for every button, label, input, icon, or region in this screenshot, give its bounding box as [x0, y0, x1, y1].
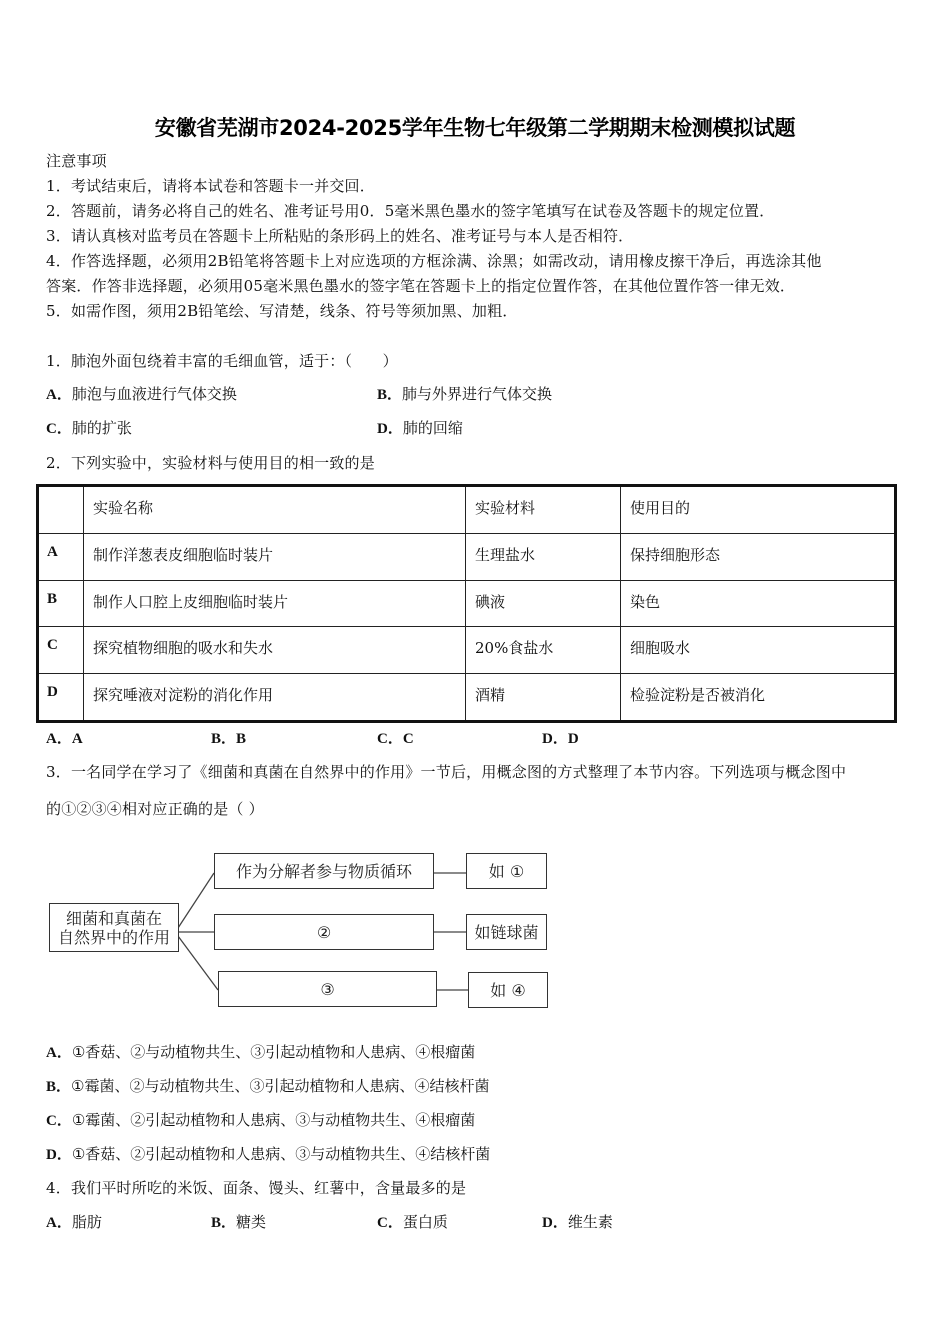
table-cell: 细胞吸水	[621, 627, 896, 674]
option-label: A．	[46, 1045, 72, 1061]
option-text: A	[71, 731, 83, 747]
table-cell: 探究植物细胞的吸水和失水	[84, 627, 466, 674]
question-4-option-a[interactable]	[46, 1212, 102, 1233]
option-label: A．	[46, 731, 72, 747]
table-cell: 检验淀粉是否被消化	[621, 674, 896, 722]
option-text: 糖类	[236, 1213, 267, 1231]
concept-map-example-2: 如链球菌	[466, 914, 547, 950]
option-text: ①霉菌、②与动植物共生、③引起动植物和人患病、④结核杆菌	[71, 1077, 490, 1095]
concept-map-root-line: 细菌和真菌在	[65, 908, 162, 928]
concept-map-branch-3: ③	[218, 971, 437, 1007]
question-4-option-d[interactable]	[542, 1212, 613, 1233]
option-label: D．	[46, 1147, 72, 1163]
option-text: 肺泡与血液进行气体交换	[71, 385, 237, 403]
table-cell: 生理盐水	[466, 533, 621, 580]
table-header-cell: 实验名称	[84, 486, 466, 534]
option-text: ①霉菌、②引起动植物和人患病、③与动植物共生、④根瘤菌	[71, 1111, 476, 1129]
option-text: 脂肪	[71, 1213, 102, 1231]
question-3-option-b[interactable]	[46, 1076, 489, 1097]
option-label: D．	[542, 1215, 568, 1231]
question-2-stem: 2．下列实验中，实验材料与使用目的相一致的是	[46, 454, 375, 472]
concept-map-root	[49, 903, 179, 952]
question-4-option-b[interactable]	[211, 1212, 266, 1233]
table-header-cell: 使用目的	[621, 486, 896, 534]
table-cell: 探究唾液对淀粉的消化作用	[84, 674, 466, 722]
table-cell: 制作人口腔上皮细胞临时装片	[84, 580, 466, 627]
question-3-option-d[interactable]	[46, 1144, 490, 1165]
question-4-stem: 4．我们平时所吃的米饭、面条、馒头、红薯中，含量最多的是	[46, 1179, 467, 1197]
notice-item: 4．作答选择题，必须用2B铅笔将答题卡上对应选项的方框涂满、涂黑；如需改动，请用橡皮擦干净后，再选涂其他	[46, 252, 822, 270]
option-label: B．	[46, 1079, 72, 1095]
option-text: 蛋白质	[402, 1213, 448, 1231]
table-cell: C	[38, 627, 84, 674]
option-label: D．	[542, 731, 568, 747]
notice-item: 2．答题前，请务必将自己的姓名、准考证号用0．5毫米黑色墨水的签字笔填写在试卷及答题卡的规定位置．	[46, 202, 775, 220]
option-label: A．	[46, 1215, 72, 1231]
exam-title: 安徽省芜湖市2024-2025学年生物七年级第二学期期末检测模拟试题	[154, 116, 796, 140]
table-cell: D	[38, 674, 84, 722]
option-label: D．	[377, 421, 403, 437]
option-text: ①香菇、②与动植物共生、③引起动植物和人患病、④根瘤菌	[71, 1043, 476, 1061]
table-cell: 碘液	[466, 580, 621, 627]
option-text: 维生素	[567, 1213, 613, 1231]
option-label: B．	[211, 1215, 237, 1231]
concept-map-example-1: 如 ①	[466, 853, 547, 889]
option-text: C	[402, 731, 414, 747]
table-cell: B	[38, 580, 84, 627]
question-3-option-c[interactable]	[46, 1110, 475, 1131]
option-label: C．	[377, 731, 403, 747]
concept-map-branch-2: ②	[214, 914, 434, 950]
option-text: 肺的扩张	[71, 419, 132, 437]
option-label: C．	[377, 1215, 403, 1231]
table-header-cell: 实验材料	[466, 486, 621, 534]
table-cell: A	[38, 533, 84, 580]
option-text: ①香菇、②引起动植物和人患病、③与动植物共生、④结核杆菌	[71, 1145, 491, 1163]
table-cell: 制作洋葱表皮细胞临时装片	[84, 533, 466, 580]
concept-map-branch-1: 作为分解者参与物质循环	[214, 853, 434, 889]
notice-heading: 注意事项	[46, 152, 107, 170]
concept-map-example-3: 如 ④	[468, 972, 548, 1008]
notice-item: 5．如需作图，须用2B铅笔绘、写清楚，线条、符号等须加黑、加粗．	[46, 302, 518, 320]
question-3-stem-line-2: 的①②③④相对应正确的是（ ）	[46, 800, 264, 818]
table-cell: 酒精	[466, 674, 621, 722]
question-1-stem: 1．肺泡外面包绕着丰富的毛细血管，适于：（ ）	[46, 352, 398, 370]
option-text: D	[567, 731, 579, 747]
concept-map-root-line: 自然界中的作用	[57, 927, 170, 947]
question-4-option-c[interactable]	[377, 1212, 448, 1233]
option-label: A．	[46, 387, 72, 403]
question-3-stem-line-1: 3．一名同学在学习了《细菌和真菌在自然界中的作用》一节后，用概念图的方式整理了本节内容。下列选项与概念图中	[46, 763, 847, 781]
option-label: B．	[211, 731, 237, 747]
notice-item: 3．请认真核对监考员在答题卡上所粘贴的条形码上的姓名、准考证号与本人是否相符．	[46, 227, 634, 245]
notice-item: 答案．作答非选择题，必须用05毫米黑色墨水的签字笔在答题卡上的指定位置作答，在其他位置作答一律无效．	[46, 277, 796, 295]
notice-item: 1．考试结束后，请将本试卷和答题卡一并交回．	[46, 177, 375, 195]
option-text: 肺的回缩	[402, 419, 463, 437]
option-label: B．	[377, 387, 403, 403]
option-label: C．	[46, 421, 72, 437]
table-cell: 染色	[621, 580, 896, 627]
table-cell: 20%食盐水	[466, 627, 621, 674]
option-text: B	[236, 731, 247, 747]
question-3-option-a[interactable]	[46, 1042, 475, 1063]
option-label: C．	[46, 1113, 72, 1129]
option-text: 肺与外界进行气体交换	[402, 385, 553, 403]
table-cell: 保持细胞形态	[621, 533, 896, 580]
